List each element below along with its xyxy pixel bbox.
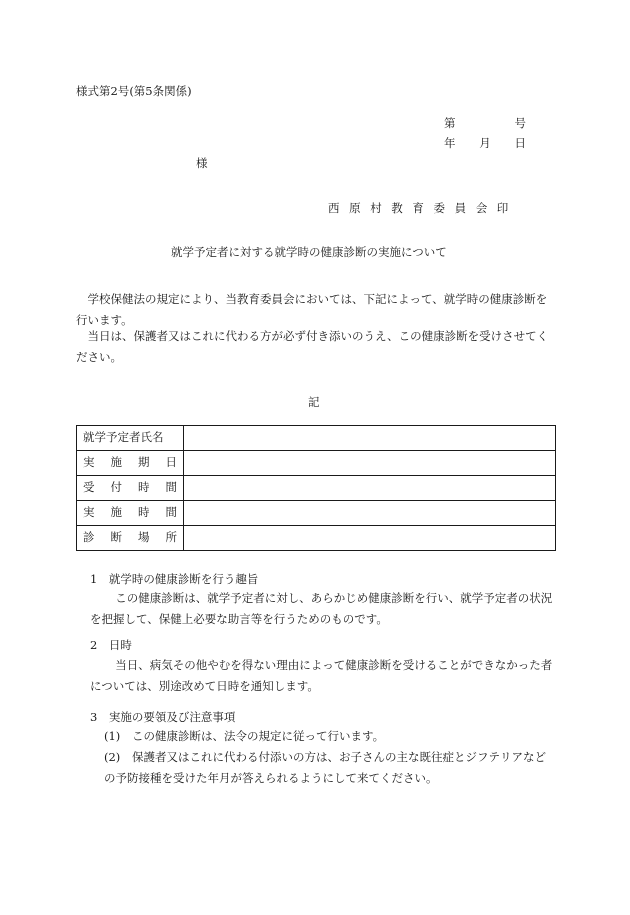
table-row-label-text	[83, 482, 177, 494]
table-row-label	[77, 451, 184, 476]
document-number-line	[444, 118, 526, 130]
table-row-value[interactable]	[184, 476, 556, 501]
label-char: 断	[110, 530, 122, 545]
label-char: 付	[110, 480, 122, 495]
table-row-label: 就学予定者氏名	[77, 426, 184, 451]
label-char: 施	[110, 455, 122, 470]
intro-paragraph-2: 当日は、保護者又はこれに代わる方が必ず付き添いのうえ、この健康診断を受けさせてください。	[76, 329, 549, 364]
label-char: 受	[83, 480, 95, 495]
label-char: 間	[165, 505, 177, 520]
table-row	[77, 426, 556, 451]
section-3-heading: 3 実施の要領及び注意事項	[90, 710, 236, 724]
table-row-label	[77, 526, 184, 551]
issuer-name: 西原村教育委員会印	[328, 201, 518, 215]
label-char: 実	[83, 505, 95, 520]
item-2-text: 保護者又はこれに代わる付添いの方は、お子さんの主な既往症とジフテリアなどの予防接種を受けた年月が答えられるようにして来てください。	[104, 750, 546, 785]
date-month: 月	[479, 136, 491, 150]
addressee-suffix: 様	[196, 156, 208, 170]
table-row-value[interactable]	[184, 526, 556, 551]
table-row-label-text	[83, 507, 177, 519]
table-row-label-text	[83, 532, 177, 544]
table-row-value[interactable]	[184, 426, 556, 451]
label-char: 期	[138, 455, 150, 470]
ki-marker: 記	[308, 395, 320, 409]
label-char: 実	[83, 455, 95, 470]
table-row	[77, 501, 556, 526]
table-row-label	[77, 501, 184, 526]
label-char: 時	[138, 505, 150, 520]
date-line	[444, 138, 526, 150]
item-2-number: (2)	[104, 750, 121, 764]
table-row-label	[77, 476, 184, 501]
section-2-heading: 2 日時	[90, 638, 132, 652]
document-title: 就学予定者に対する就学時の健康診断の実施について	[171, 245, 447, 259]
number-suffix: 号	[514, 116, 526, 130]
label-char: 日	[165, 455, 177, 470]
info-table	[76, 425, 556, 551]
number-prefix: 第	[444, 116, 456, 130]
label-char: 時	[138, 480, 150, 495]
label-char: 間	[165, 480, 177, 495]
label-char: 場	[138, 530, 150, 545]
table-row-value[interactable]	[184, 451, 556, 476]
section-3-item-2	[104, 747, 556, 789]
form-number: 様式第2号(第5条関係)	[76, 84, 192, 98]
table-row	[77, 451, 556, 476]
label-char: 施	[110, 505, 122, 520]
table-row-value[interactable]	[184, 501, 556, 526]
item-1-text: この健康診断は、法令の規定に従って行います。	[132, 729, 385, 743]
section-1-heading: 1 就学時の健康診断を行う趣旨	[90, 572, 259, 586]
date-year: 年	[444, 136, 456, 150]
table-row	[77, 526, 556, 551]
section-2-body: 当日、病気その他やむを得ない理由によって健康診断を受けることができなかった者については、別途改めて日時を通知します。	[90, 658, 553, 693]
table-row	[77, 476, 556, 501]
section-1-body: この健康診断は、就学予定者に対し、あらかじめ健康診断を行い、就学予定者の状況を把握して、保健上必要な助言等を行うためのものです。	[90, 591, 553, 626]
item-1-number: (1)	[104, 729, 121, 743]
intro-paragraph-1: 学校保健法の規定により、当教育委員会においては、下記によって、就学時の健康診断を行います。	[76, 292, 548, 327]
date-day: 日	[514, 136, 526, 150]
label-char: 所	[165, 530, 177, 545]
section-3-item-1	[104, 726, 556, 747]
table-row-label-text	[83, 457, 177, 469]
label-char: 診	[83, 530, 95, 545]
